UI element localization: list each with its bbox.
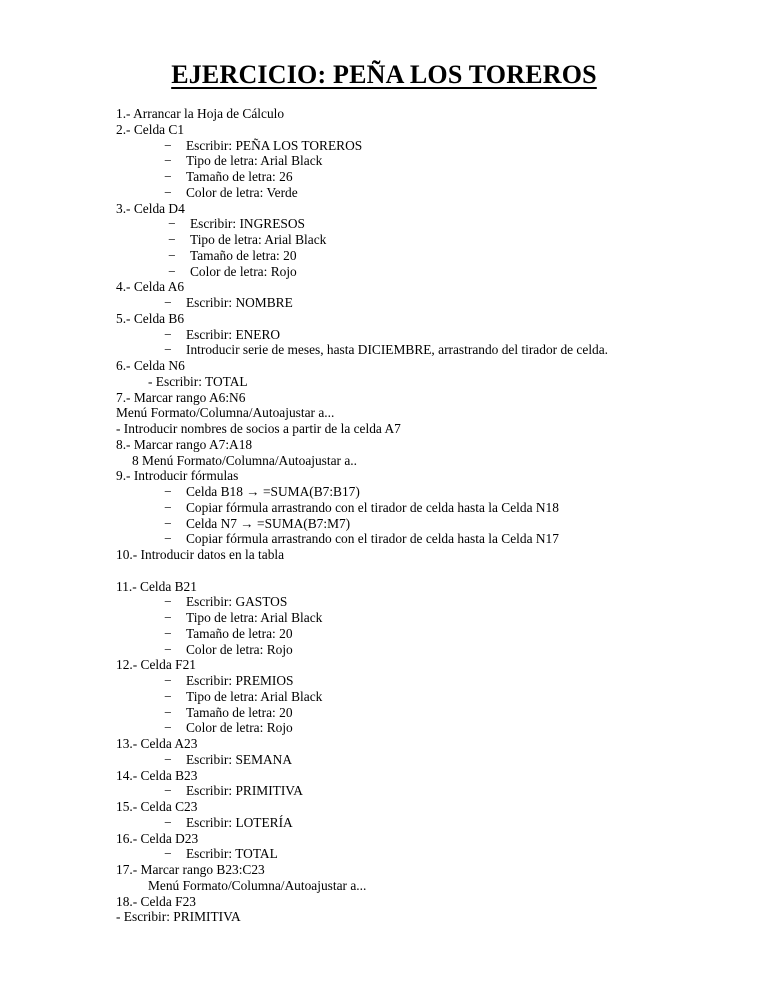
bullet-item: [116, 642, 756, 658]
bullet-item: [116, 673, 756, 689]
bullet-item: [116, 138, 756, 154]
dash-bullet-icon: −: [164, 814, 172, 830]
blank-line: [116, 563, 756, 579]
dash-bullet-icon: −: [164, 184, 172, 200]
bullet-item: [116, 185, 756, 201]
line-text: - Escribir: TOTAL: [148, 373, 248, 389]
dash-bullet-icon: −: [164, 137, 172, 153]
instruction-line: [116, 799, 756, 815]
dash-bullet-icon: −: [164, 783, 172, 799]
line-text: 13.- Celda A23: [116, 736, 198, 751]
dash-bullet-icon: −: [164, 720, 172, 736]
line-text: 8 Menú Formato/Columna/Autoajustar a..: [132, 452, 358, 468]
dash-bullet-icon: −: [164, 641, 172, 657]
bullet-item: [116, 705, 756, 721]
bullet-item: [116, 689, 756, 705]
line-text: Escribir: SEMANA: [186, 751, 293, 767]
dash-bullet-icon: −: [164, 673, 172, 688]
bullet-item: [116, 295, 756, 311]
bullet-item: [116, 626, 756, 642]
bullet-item: [116, 342, 756, 358]
instruction-line: [116, 106, 756, 122]
instruction-line: [116, 201, 756, 217]
dash-bullet-icon: −: [164, 704, 172, 720]
dash-bullet-icon: −: [164, 625, 172, 641]
line-text: Menú Formato/Columna/Autoajustar a...: [116, 405, 335, 421]
instruction-line: [116, 894, 756, 910]
instruction-line: [116, 862, 756, 878]
bullet-item: [116, 846, 756, 862]
line-text: Tipo de letra: Arial Black: [190, 232, 327, 247]
instruction-line: [116, 421, 756, 437]
instruction-line: [116, 768, 756, 784]
dash-bullet-icon: −: [164, 846, 172, 862]
line-text: Introducir serie de meses, hasta DICIEMBRE, arrastrando del tirador de celda.: [186, 342, 609, 358]
dash-bullet-icon: −: [164, 153, 172, 169]
line-text: Tamaño de letra: 26: [186, 169, 293, 184]
line-text: Color de letra: Verde: [186, 184, 298, 200]
line-text: Color de letra: Rojo: [186, 720, 293, 736]
bullet-item: [116, 216, 756, 232]
bullet-item: [116, 594, 756, 610]
instruction-list: [116, 106, 756, 925]
line-text: Color de letra: Rojo: [186, 641, 293, 657]
line-text: - Introducir nombres de socios a partir de la celda A7: [116, 421, 401, 436]
bullet-item: [116, 169, 756, 185]
line-text: Escribir: TOTAL: [186, 846, 278, 862]
instruction-line: [116, 311, 756, 327]
line-text: Tamaño de letra: 20: [186, 704, 293, 720]
line-text: Tipo de letra: Arial Black: [186, 688, 323, 704]
line-text: Celda B18 → =SUMA(B7:B17): [186, 484, 360, 499]
line-text: Tipo de letra: Arial Black: [186, 610, 323, 625]
bullet-item: [116, 516, 756, 532]
dash-bullet-icon: −: [164, 484, 172, 499]
line-text: 4.- Celda A6: [116, 279, 185, 295]
dash-bullet-icon: −: [164, 688, 172, 704]
line-text: Escribir: LOTERÍA: [186, 814, 293, 830]
line-text: 16.- Celda D23: [116, 830, 199, 846]
instruction-line: [116, 453, 756, 469]
line-text: Copiar fórmula arrastrando con el tirador de celda hasta la Celda N17: [186, 531, 559, 547]
bullet-item: [116, 720, 756, 736]
dash-bullet-icon: −: [168, 247, 176, 263]
bullet-item: [116, 248, 756, 264]
dash-bullet-icon: −: [164, 594, 172, 610]
bullet-item: [116, 752, 756, 768]
dash-bullet-icon: −: [168, 263, 176, 279]
instruction-line: [116, 279, 756, 295]
line-text: 17.- Marcar rango B23:C23: [116, 862, 265, 877]
instruction-line: [116, 657, 756, 673]
line-text: 5.- Celda B6: [116, 310, 185, 326]
line-text: 8.- Marcar rango A7:A18: [116, 436, 253, 452]
instruction-line: [116, 122, 756, 138]
line-text: Color de letra: Rojo: [190, 263, 297, 279]
dash-bullet-icon: −: [164, 342, 172, 358]
line-text: Tamaño de letra: 20: [186, 625, 293, 641]
line-text: 9.- Introducir fórmulas: [116, 468, 239, 484]
instruction-line: [116, 468, 756, 484]
bullet-item: [116, 153, 756, 169]
line-text: 1.- Arrancar la Hoja de Cálculo: [116, 106, 285, 121]
bullet-item: [116, 264, 756, 280]
dash-bullet-icon: −: [164, 515, 172, 531]
line-text: 2.- Celda C1: [116, 121, 185, 137]
line-text: Celda N7 → =SUMA(B7:M7): [186, 515, 351, 531]
line-text: Escribir: PEÑA LOS TOREROS: [186, 137, 363, 153]
dash-bullet-icon: −: [164, 326, 172, 342]
line-text: Tamaño de letra: 20: [190, 247, 297, 263]
bullet-item: [116, 232, 756, 248]
line-text: Copiar fórmula arrastrando con el tirador de celda hasta la Celda N18: [186, 499, 559, 515]
line-text: Escribir: PRIMITIVA: [186, 783, 303, 799]
bullet-item: [116, 500, 756, 516]
instruction-line: [116, 878, 756, 894]
line-text: 12.- Celda F21: [116, 657, 196, 673]
bullet-item: [116, 610, 756, 626]
line-text: 18.- Celda F23: [116, 893, 196, 909]
bullet-item: [116, 327, 756, 343]
bullet-item: [116, 531, 756, 547]
instruction-line: [116, 358, 756, 374]
instruction-line: [116, 909, 756, 925]
instruction-line: [116, 547, 756, 563]
line-text: Menú Formato/Columna/Autoajustar a...: [148, 877, 367, 893]
bullet-item: [116, 484, 756, 500]
line-text: 6.- Celda N6: [116, 358, 185, 373]
instruction-line: [116, 405, 756, 421]
line-text: Tipo de letra: Arial Black: [186, 153, 323, 169]
dash-bullet-icon: −: [164, 610, 172, 625]
line-text: Escribir: GASTOS: [186, 594, 288, 610]
dash-bullet-icon: −: [164, 295, 172, 310]
bullet-item: [116, 783, 756, 799]
line-text: 3.- Celda D4: [116, 200, 185, 216]
instruction-line: [116, 579, 756, 595]
document-title: EJERCICIO: PEÑA LOS TOREROS: [171, 60, 597, 89]
line-text: 10.- Introducir datos en la tabla: [116, 547, 285, 562]
instruction-line: [116, 390, 756, 406]
line-text: 15.- Celda C23: [116, 799, 198, 814]
line-text: 7.- Marcar rango A6:N6: [116, 389, 246, 405]
bullet-item: [116, 815, 756, 831]
instruction-line: [116, 437, 756, 453]
instruction-line: [116, 374, 756, 390]
line-text: Escribir: NOMBRE: [186, 295, 293, 310]
dash-bullet-icon: −: [164, 751, 172, 767]
dash-bullet-icon: −: [168, 232, 176, 247]
line-text: Escribir: INGRESOS: [190, 216, 305, 232]
line-text: 11.- Celda B21: [116, 578, 197, 594]
dash-bullet-icon: −: [168, 216, 176, 232]
dash-bullet-icon: −: [164, 499, 172, 515]
line-text: Escribir: PREMIOS: [186, 673, 294, 688]
line-text: Escribir: ENERO: [186, 326, 281, 342]
line-text: - Escribir: PRIMITIVA: [116, 909, 241, 925]
line-text: 14.- Celda B23: [116, 767, 198, 783]
instruction-line: [116, 831, 756, 847]
dash-bullet-icon: −: [164, 169, 172, 184]
instruction-line: [116, 736, 756, 752]
dash-bullet-icon: −: [164, 531, 172, 547]
